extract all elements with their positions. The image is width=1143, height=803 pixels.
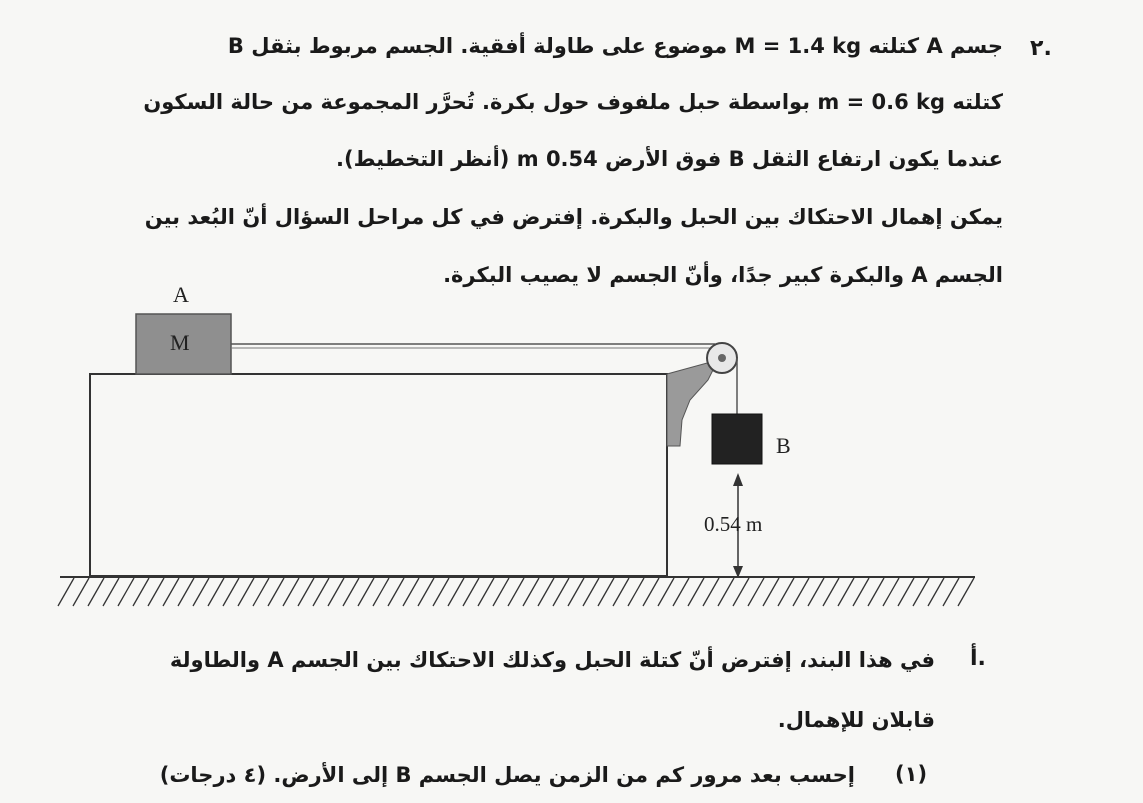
hatch-mark	[508, 578, 524, 606]
block-a-mass-label: M	[170, 330, 190, 355]
hatch-mark	[778, 578, 794, 606]
height-arrow-head-up	[733, 473, 743, 486]
hatch-mark	[373, 578, 389, 606]
hatch-mark	[763, 578, 779, 606]
hatch-mark	[193, 578, 209, 606]
hatch-mark	[538, 578, 554, 606]
hatch-mark	[553, 578, 569, 606]
hatch-mark	[478, 578, 494, 606]
hatch-mark	[178, 578, 194, 606]
question-line-1: جسم A كتلته M = 1.4 kg موضوع على طاولة أفقية. الجسم مربوط بثقل B	[227, 34, 1003, 58]
pulley-bracket	[667, 360, 718, 446]
hatch-mark	[73, 578, 89, 606]
hatch-mark	[673, 578, 689, 606]
question-number: ٢.	[1030, 36, 1052, 61]
block-b-label: B	[776, 433, 791, 458]
question-line-5: الجسم A والبكرة كبير جدًا، وأنّ الجسم لا يصيب البكرة.	[443, 263, 1003, 287]
hatch-mark	[688, 578, 704, 606]
hatch-mark	[808, 578, 824, 606]
hatch-mark	[748, 578, 764, 606]
hatch-mark	[793, 578, 809, 606]
hatch-mark	[283, 578, 299, 606]
hatch-mark	[58, 578, 74, 606]
hatch-mark	[418, 578, 434, 606]
hatch-mark	[823, 578, 839, 606]
hatch-mark	[733, 578, 749, 606]
hatch-mark	[493, 578, 509, 606]
block-b	[712, 414, 762, 464]
table	[90, 374, 667, 576]
sub-question-1-text: إحسب بعد مرور كم من الزمن يصل الجسم B إلى الأرض. (٤ درجات)	[159, 763, 855, 787]
hatch-mark	[403, 578, 419, 606]
hatch-mark	[943, 578, 959, 606]
hatch-mark	[598, 578, 614, 606]
question-line-3: عندما يكون ارتفاع الثقل B فوق الأرض 0.54 m (أنظر التخطيط).	[336, 147, 1003, 171]
ground-hatching	[58, 578, 974, 606]
hatch-mark	[223, 578, 239, 606]
hatch-mark	[328, 578, 344, 606]
part-a-marker: أ.	[970, 646, 986, 671]
hatch-mark	[253, 578, 269, 606]
hatch-mark	[898, 578, 914, 606]
hatch-mark	[868, 578, 884, 606]
hatch-mark	[208, 578, 224, 606]
hatch-mark	[148, 578, 164, 606]
hatch-mark	[658, 578, 674, 606]
hatch-mark	[358, 578, 374, 606]
hatch-mark	[133, 578, 149, 606]
hatch-mark	[613, 578, 629, 606]
hatch-mark	[298, 578, 314, 606]
hatch-mark	[628, 578, 644, 606]
part-a-line-1: في هذا البند، إفترض أنّ كتلة الحبل وكذلك الاحتكاك بين الجسم A والطاولة	[169, 648, 935, 672]
hatch-mark	[118, 578, 134, 606]
hatch-mark	[523, 578, 539, 606]
hatch-mark	[448, 578, 464, 606]
hatch-mark	[343, 578, 359, 606]
hatch-mark	[883, 578, 899, 606]
hatch-mark	[928, 578, 944, 606]
hatch-mark	[163, 578, 179, 606]
part-a-line-2: قابلان للإهمال.	[777, 708, 935, 732]
hatch-mark	[643, 578, 659, 606]
hatch-mark	[238, 578, 254, 606]
hatch-mark	[958, 578, 974, 606]
hatch-mark	[718, 578, 734, 606]
question-line-2: كتلته m = 0.6 kg بواسطة حبل ملفوف حول بكرة. تُحرَّر المجموعة من حالة السكون	[143, 90, 1003, 114]
height-label: 0.54 m	[704, 512, 763, 536]
hatch-mark	[88, 578, 104, 606]
hatch-mark	[853, 578, 869, 606]
hatch-mark	[433, 578, 449, 606]
hatch-mark	[313, 578, 329, 606]
hatch-mark	[913, 578, 929, 606]
block-a-label: A	[173, 282, 189, 307]
hatch-mark	[568, 578, 584, 606]
hatch-mark	[838, 578, 854, 606]
sub-question-1-marker: (١)	[895, 762, 928, 786]
hatch-mark	[703, 578, 719, 606]
question-line-4: يمكن إهمال الاحتكاك بين الحبل والبكرة. إفترض في كل مراحل السؤال أنّ البُعد بين	[144, 205, 1003, 229]
hatch-mark	[388, 578, 404, 606]
hatch-mark	[583, 578, 599, 606]
hatch-mark	[463, 578, 479, 606]
hatch-mark	[103, 578, 119, 606]
hatch-mark	[268, 578, 284, 606]
